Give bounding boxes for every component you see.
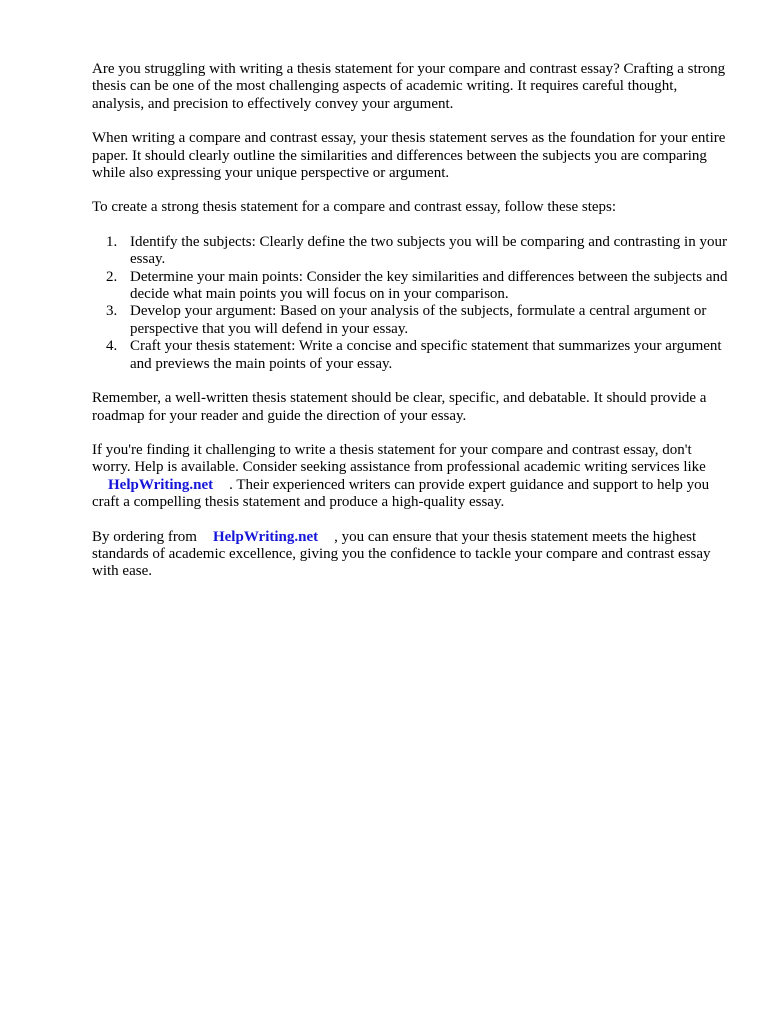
ordering-paragraph <box>92 529 728 581</box>
steps-list <box>92 234 728 373</box>
step-text: Craft your thesis statement: Write a concise and specific statement that summarizes your argument and previews the main points of your essay. <box>130 338 722 372</box>
assistance-text-end: . Their experienced writers can provide expert guidance and support to help you craft a compelling thesis statement and produce a high-quality essay. <box>92 476 710 511</box>
assistance-text-start: If you're finding it challenging to write a thesis statement for your compare and contrast essay, don't worry. Help is available. Consider seeking assistance from professional academic writing services like <box>92 441 706 476</box>
intro-paragraph: Are you struggling with writing a thesis statement for your compare and contrast essay? Crafting a strong thesis can be one of the most challenging aspects of academic writing. It requires careful thought, analysis, and precision to effectively convey your argument. <box>92 61 726 112</box>
helpwriting-link[interactable]: HelpWriting.net <box>108 476 214 493</box>
thesis-foundation-paragraph: When writing a compare and contrast essay, your thesis statement serves as the foundation for your entire paper. It should clearly outline the similarities and differences between the subjects you are comparing while also expressing your unique perspective or argument. <box>92 130 726 182</box>
step-text: Identify the subjects: Clearly define the two subjects you will be comparing and contrasting in your essay. <box>130 233 727 268</box>
assistance-paragraph <box>92 442 728 512</box>
document-page <box>92 61 728 598</box>
step-number: 3. <box>106 303 118 320</box>
step-number: 4. <box>106 338 118 355</box>
steps-intro-paragraph: To create a strong thesis statement for a compare and contrast essay, follow these steps: <box>92 199 617 216</box>
list-item <box>92 234 728 269</box>
list-item <box>92 269 728 304</box>
step-text: Determine your main points: Consider the key similarities and differences between the subjects and decide what main points you will focus on in your comparison. <box>130 268 728 303</box>
step-number: 2. <box>106 268 118 285</box>
ordering-text-start: By ordering from <box>92 528 197 545</box>
ordering-text-end: , you can ensure that your thesis statement meets the highest standards of academic excellence, giving you the confidence to tackle your compare and contrast essay with ease. <box>92 528 711 580</box>
list-item <box>92 338 728 373</box>
step-text: Develop your argument: Based on your analysis of the subjects, formulate a central argument or perspective that you will defend in your essay. <box>130 303 707 337</box>
list-item <box>92 303 728 338</box>
helpwriting-link[interactable]: HelpWriting.net <box>212 528 319 545</box>
step-number: 1. <box>106 233 118 250</box>
remember-paragraph: Remember, a well-written thesis statement should be clear, specific, and debatable. It should provide a roadmap for your reader and guide the direction of your essay. <box>92 390 707 424</box>
